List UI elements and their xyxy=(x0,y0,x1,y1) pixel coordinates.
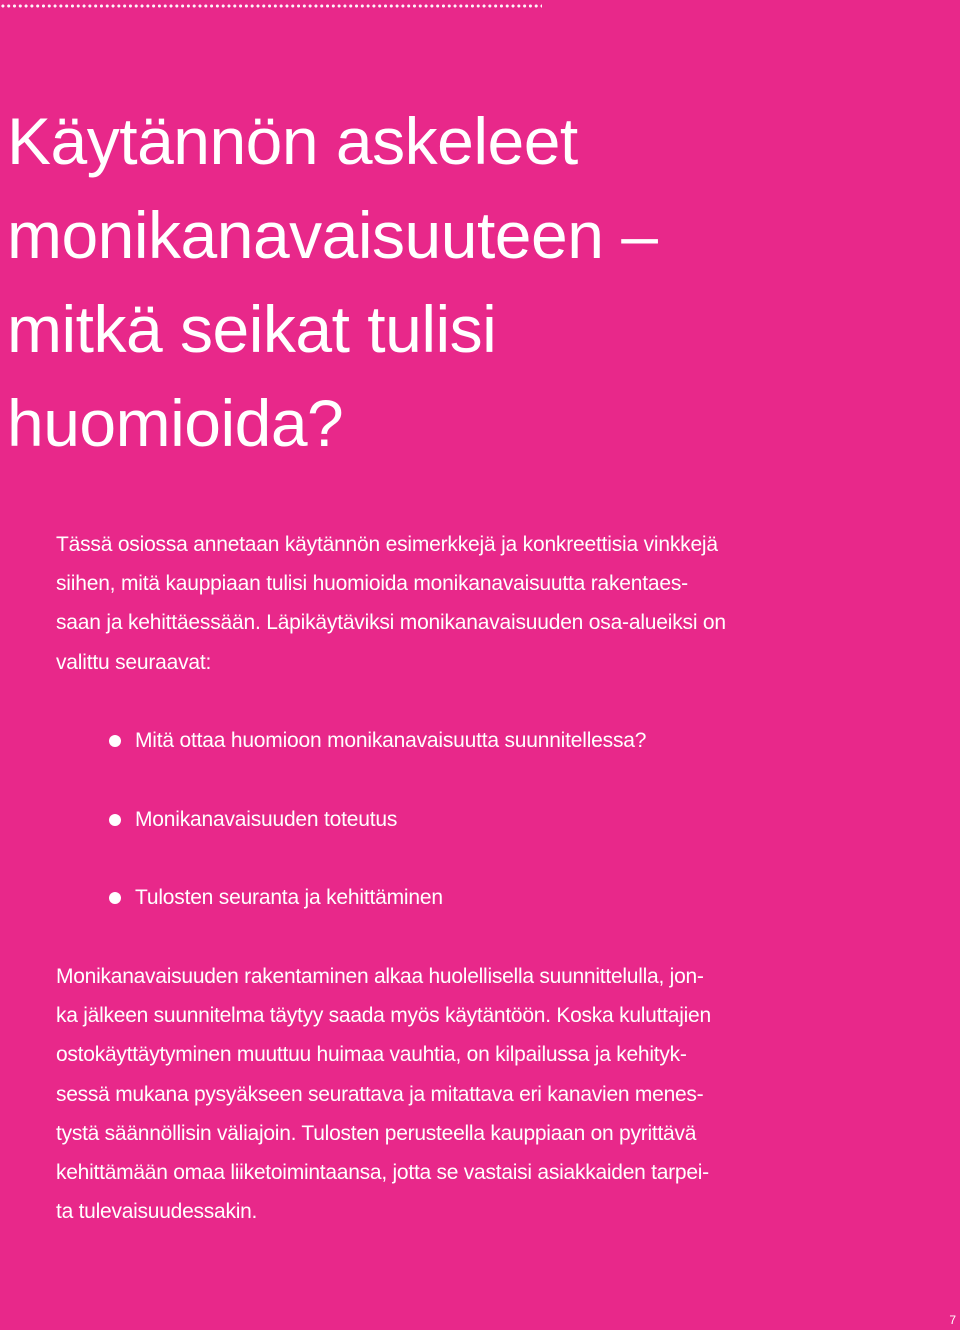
intro-line: siihen, mitä kauppiaan tulisi huomioida monikanavaisuutta rakentaes- xyxy=(56,572,688,596)
bullet-dot-icon xyxy=(109,814,121,826)
bullet-text: Mitä ottaa huomioon monikanavaisuutta suunnitellessa? xyxy=(135,729,647,752)
intro-paragraph xyxy=(56,525,836,682)
bullet-dot-icon xyxy=(109,735,121,747)
paragraph-line: sessä mukana pysyäkseen seurattava ja mitattava eri kanavien menes- xyxy=(56,1082,704,1106)
bullet-item xyxy=(108,721,646,800)
bullet-list xyxy=(108,721,646,957)
title-line: huomioida? xyxy=(7,386,344,460)
bullet-item xyxy=(108,800,646,879)
paragraph-line: ka jälkeen suunnitelma täytyy saada myös käytäntöön. Koska kuluttajien xyxy=(56,1004,711,1028)
bullet-text: Tulosten seuranta ja kehittäminen xyxy=(135,886,443,909)
body-paragraph xyxy=(56,957,836,1231)
paragraph-line: ostokäyttäytyminen muuttuu huimaa vauhtia, on kilpailussa ja kehityk- xyxy=(56,1043,687,1067)
intro-line: valittu seuraavat: xyxy=(56,650,212,674)
paragraph-line: Monikanavaisuuden rakentaminen alkaa huolellisella suunnittelulla, jon- xyxy=(56,965,704,988)
page-title xyxy=(7,94,657,470)
paragraph-line: kehittämään omaa liiketoimintaansa, jotta se vastaisi asiakkaiden tarpei- xyxy=(56,1161,709,1185)
intro-line: saan ja kehittäessään. Läpikäytäviksi monikanavaisuuden osa-alueiksi on xyxy=(56,611,726,635)
dotted-header-rule xyxy=(0,3,542,9)
bullet-text: Monikanavaisuuden toteutus xyxy=(135,807,398,831)
title-line: mitkä seikat tulisi xyxy=(7,292,497,366)
title-line: Käytännön askeleet xyxy=(7,104,578,178)
bullet-item xyxy=(108,878,646,957)
paragraph-line: ta tulevaisuudessakin. xyxy=(56,1200,258,1224)
title-line: monikanavaisuuteen – xyxy=(7,198,658,272)
intro-line: Tässä osiossa annetaan käytännön esimerkkejä ja konkreettisia vinkkejä xyxy=(56,533,718,556)
paragraph-line: tystä säännöllisin väliajoin. Tulosten perusteella kauppiaan on pyrittävä xyxy=(56,1121,697,1145)
bullet-dot-icon xyxy=(109,892,121,904)
page-number: 7 xyxy=(949,1313,956,1327)
